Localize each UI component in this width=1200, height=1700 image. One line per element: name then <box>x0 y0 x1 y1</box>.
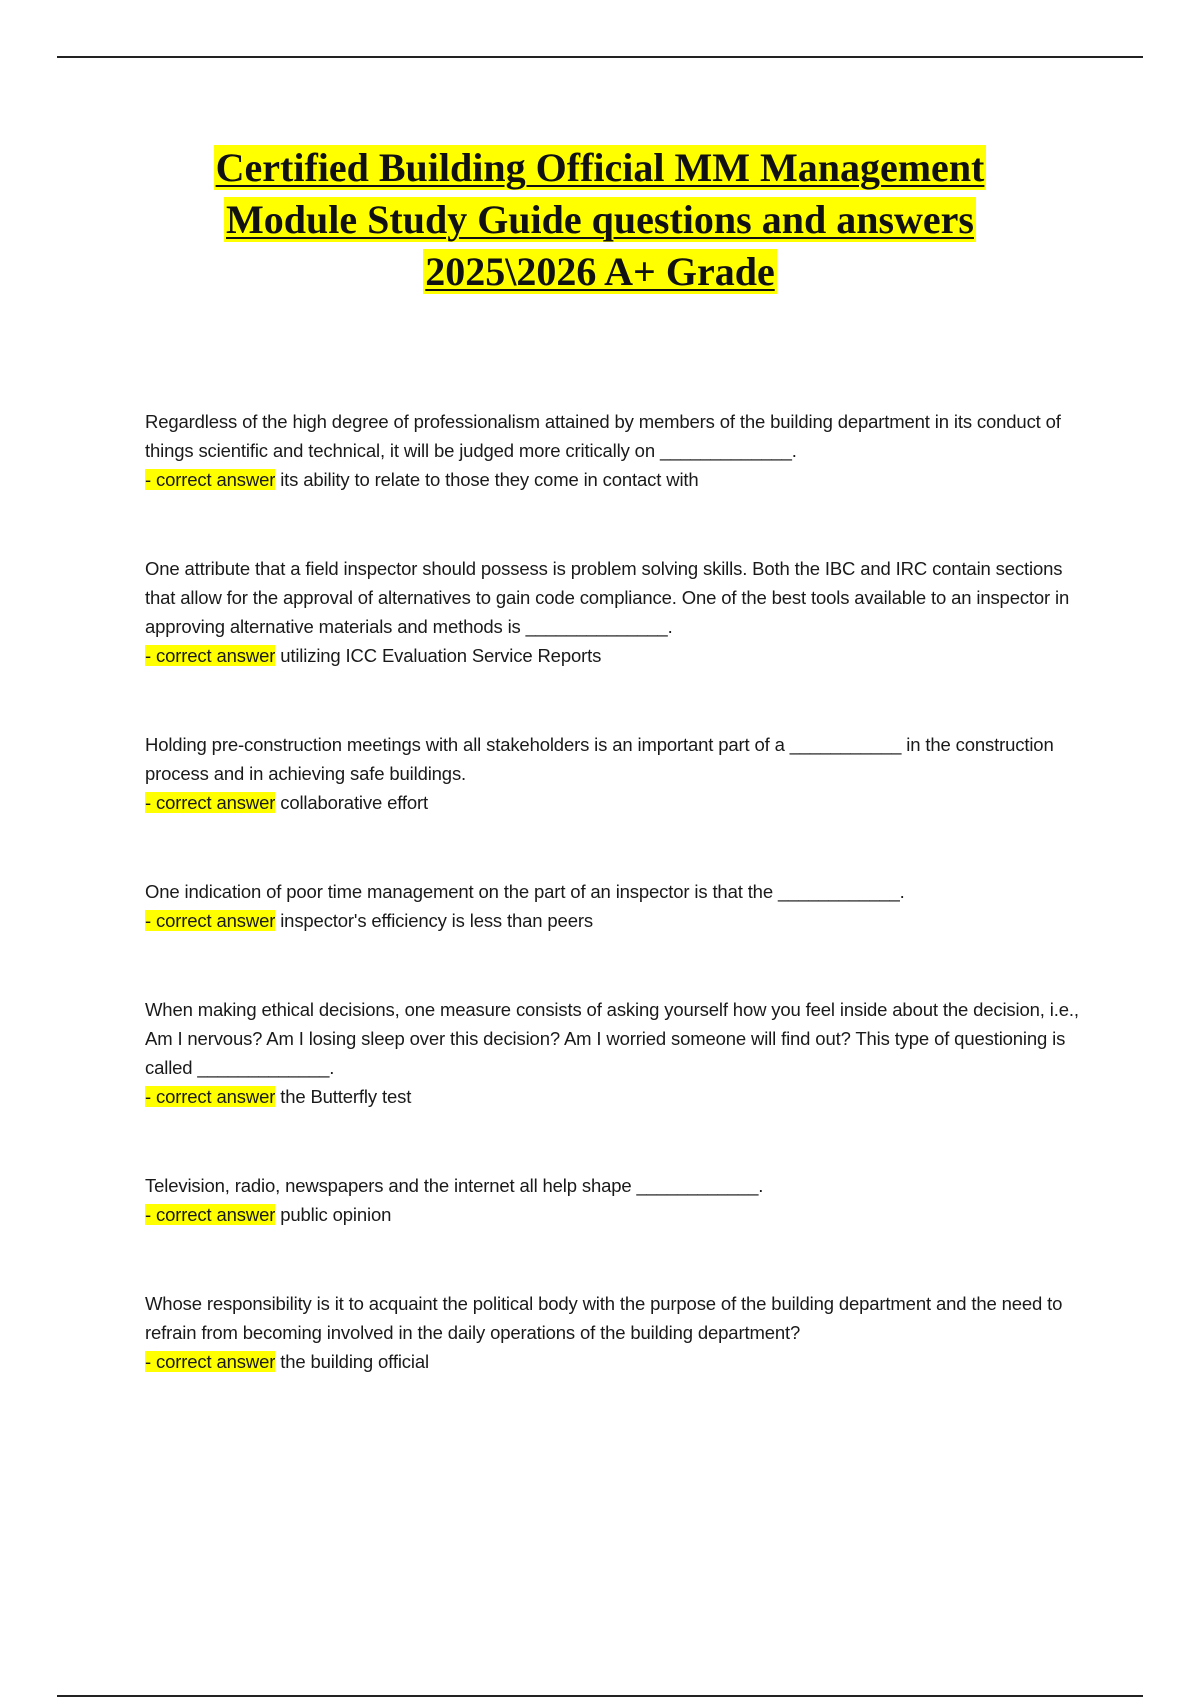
question-text: Regardless of the high degree of professionalism attained by members of the building department in its conduct of things scientific and technical, it will be judged more critically on _____________. <box>145 411 1061 461</box>
answer-label: - correct answer <box>145 1204 276 1225</box>
answer-line <box>145 906 1090 935</box>
header-rule <box>57 56 1143 58</box>
question-text: One attribute that a field inspector should possess is problem solving skills. Both the IBC and IRC contain sections that allow for the approval of alternatives to gain code compliance. One of the best tools available to an inspector in approving alternative materials and methods is ______________. <box>145 558 1070 637</box>
answer-label: - correct answer <box>145 1086 276 1107</box>
answer-label: - correct answer <box>145 910 276 931</box>
qa-item <box>145 730 1090 817</box>
question-answer-list <box>145 407 1090 1436</box>
question-text: One indication of poor time management on the part of an inspector is that the ____________. <box>145 881 905 902</box>
answer-line <box>145 465 1090 494</box>
answer-line <box>145 788 1090 817</box>
title-line-2: Module Study Guide questions and answers <box>226 197 974 242</box>
answer-text: inspector's efficiency is less than peers <box>280 910 593 931</box>
answer-text: its ability to relate to those they come in contact with <box>280 469 699 490</box>
answer-text: public opinion <box>280 1204 392 1225</box>
answer-label: - correct answer <box>145 1351 276 1372</box>
question-text: Holding pre-construction meetings with all stakeholders is an important part of a ___________ in the construction process and in achieving safe buildings. <box>145 734 1054 784</box>
answer-label: - correct answer <box>145 792 276 813</box>
document-title <box>100 142 1100 298</box>
question-text: Whose responsibility is it to acquaint the political body with the purpose of the building department and the need to refrain from becoming involved in the daily operations of the building department? <box>145 1293 1063 1343</box>
answer-text: collaborative effort <box>280 792 429 813</box>
answer-line <box>145 641 1090 670</box>
answer-label: - correct answer <box>145 469 276 490</box>
answer-text: the building official <box>280 1351 429 1372</box>
qa-item <box>145 1289 1090 1376</box>
qa-item <box>145 407 1090 494</box>
qa-item <box>145 877 1090 935</box>
qa-item <box>145 995 1090 1111</box>
qa-item <box>145 1171 1090 1229</box>
answer-line <box>145 1200 1090 1229</box>
question-text: Television, radio, newspapers and the internet all help shape ____________. <box>145 1175 764 1196</box>
answer-text: utilizing ICC Evaluation Service Reports <box>280 645 602 666</box>
answer-line <box>145 1347 1090 1376</box>
qa-item <box>145 554 1090 670</box>
footer-rule <box>57 1695 1143 1697</box>
answer-line <box>145 1082 1090 1111</box>
question-text: When making ethical decisions, one measure consists of asking yourself how you feel inside about the decision, i.e., Am I nervous? Am I losing sleep over this decision? Am I worried someone will find out? This type of questioning is called _____________. <box>145 999 1079 1078</box>
answer-label: - correct answer <box>145 645 276 666</box>
title-line-1: Certified Building Official MM Management <box>215 145 985 190</box>
answer-text: the Butterfly test <box>280 1086 412 1107</box>
title-line-3: 2025\2026 A+ Grade <box>425 249 775 294</box>
